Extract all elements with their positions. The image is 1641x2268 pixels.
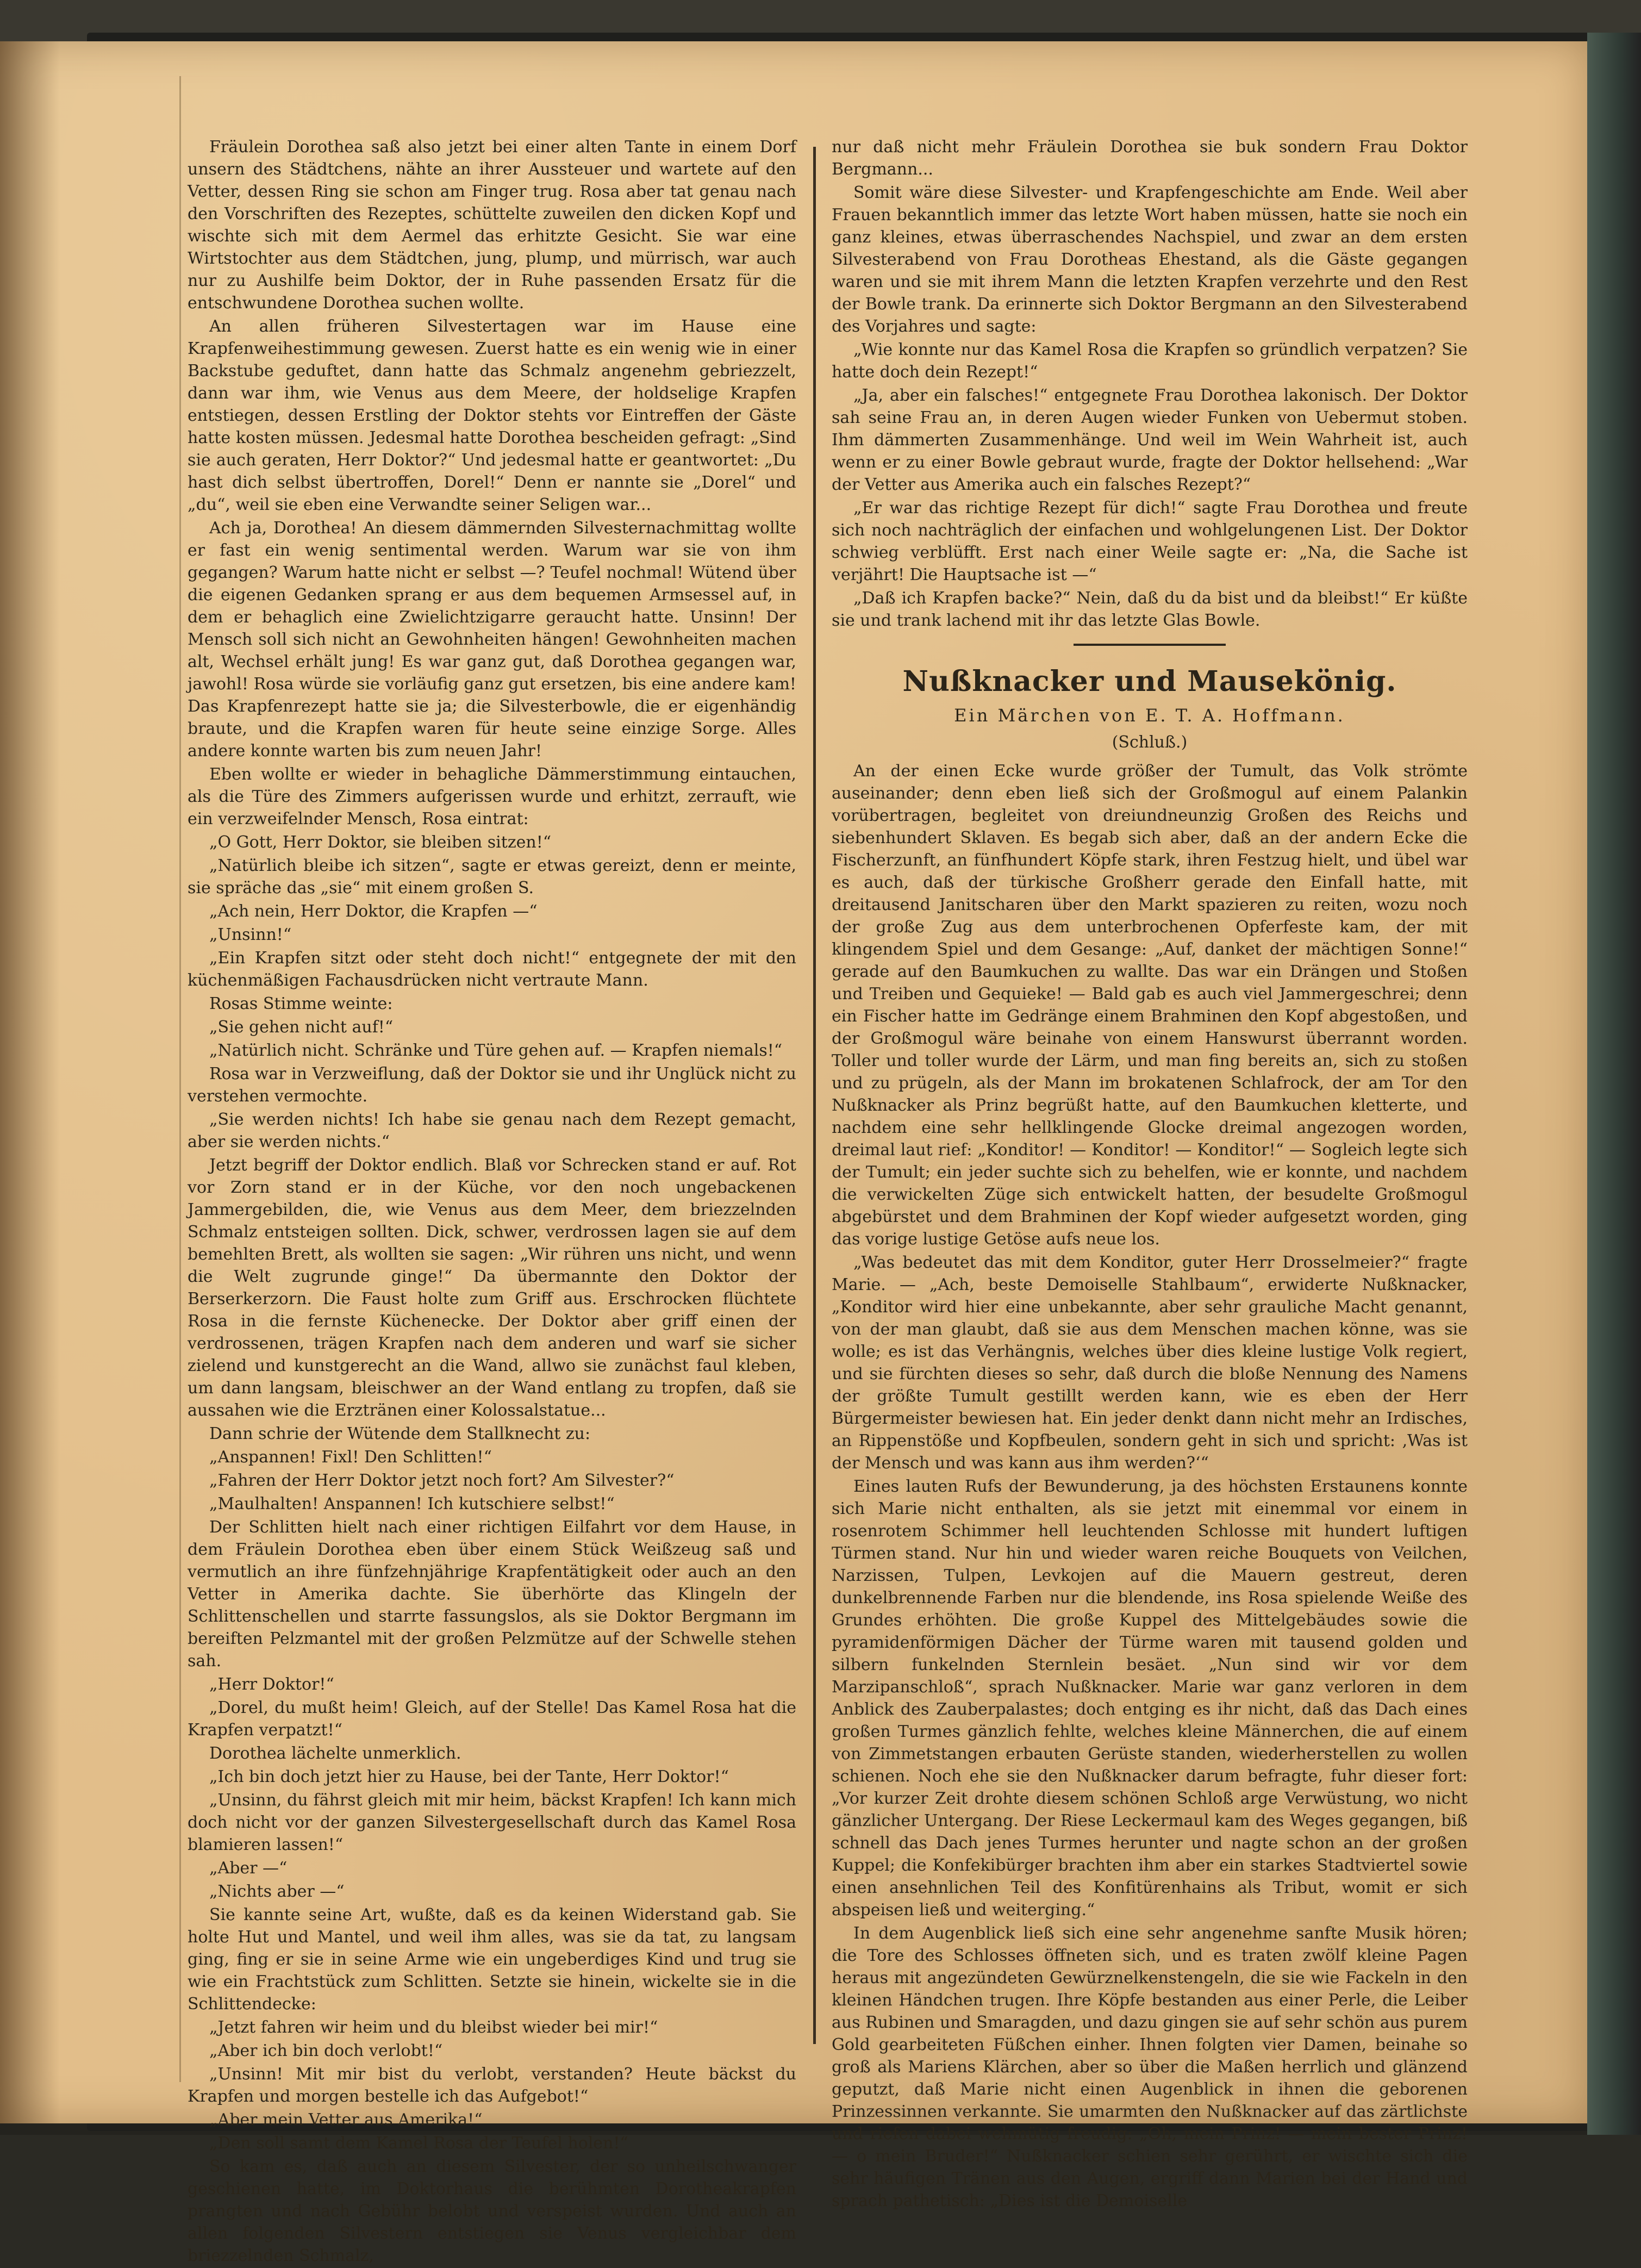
story-byline: Ein Märchen von E. T. A. Hoffmann. [954, 705, 1345, 726]
section-rule [1074, 644, 1226, 646]
story-title: Nußknacker und Mausekönig. [902, 665, 1397, 698]
paragraph: „Aber mein Vetter aus Amerika!“ [209, 2110, 483, 2129]
paragraph: „Natürlich nicht. Schränke und Türe gehen auf. — Krapfen niemals!“ [209, 1041, 783, 1060]
paragraph: Eines lauten Rufs der Bewunderung, ja des höchsten Erstaunens konnte sich Marie nicht enthalten, als sie jetzt mit einemmal vor einem in rosenrotem Schimmer hell leuchtenden Schlosse mit hundert luftigen Türmen stand. Nur hin und wieder waren reiche Bouquets von Veilchen, Narzissen, Tulpen, Levkojen auf die Mauern gestreut, deren dunkelbrennende Farben nur die blendende, ins Rosa spielende Weiße des Grundes erhöhten. Die große Kuppel des Mittelgebäudes sowie die pyramidenförmigen Dächer der Türme waren mit tausend golden und silbern funkelnden Sternlein besäet. „Nun sind wir vor dem Marzipanschloß“, sprach Nußknacker. Marie war ganz verloren in dem Anblick des Zauberpalastes; doch entging es ihr nicht, daß das Dach eines großen Turmes gänzlich fehlte, welches kleine Männerchen, die auf einem von Zimmetstangen erbauten Gerüste standen, wiederherstellen zu wollen schienen. Noch ehe sie den Nußknacker darum befragte, fuhr dieser fort: „Vor kurzer Zeit drohte diesem schönen Schloß arge Verwüstung, wo nicht gänzlicher Untergang. Der Riese Leckermaul kam des Weges gegangen, biß schnell das Dach jenes Turmes herunter und nagte schon an der großen Kuppel; die Konfekibürger brachten ihm aber ein starkes Stadtviertel sowie einen ansehnlichen Teil des Konfitürenhains als Tribut, womit er sich abspeisen ließ und weiterging.“ [832, 1477, 1468, 1920]
paragraph: „Sie gehen nicht auf!“ [209, 1018, 394, 1037]
paragraph: „Was bedeutet das mit dem Konditor, guter Herr Drosselmeier?“ fragte Marie. — „Ach, beste Demoiselle Stahlbaum“, erwiderte Nußknacker, „Konditor wird hier eine unbekannte, aber sehr grauliche Macht genannt, von der man glaubt, daß sie aus dem Menschen machen könne, was sie wolle; es ist das Verhängnis, welches über dies kleine lustige Volk regiert, und sie fürchten dieses so sehr, daß durch die bloße Nennung des Namens der größte Tumult gestillt werden kann, wie es eben der Herr Bürgermeister bewiesen hat. Ein jeder denkt dann nicht mehr an Irdisches, an Rippenstöße und Kopfbeulen, sondern geht in sich und spricht: ‚Was ist der Mensch und was kann aus ihm werden?‘“ [832, 1253, 1468, 1473]
story-ending-text [832, 136, 1468, 632]
paragraph: An allen früheren Silvestertagen war im Hause eine Krapfenweihestimmung gewesen. Zuerst hatte es ein wenig wie in einer Backstube geduftet, dann hatte das Schmalz angenehm gebriezzelt, dann war ihm, wie Venus aus dem Meere, der holdselige Krapfen entstiegen, dessen Erstling der Doktor stehts vor Eintreffen der Gäste hatte kosten müssen. Jedesmal hatte Dorothea bescheiden gefragt: „Sind sie auch geraten, Herr Doktor?“ Und jedesmal hatte er geantwortet: „Du hast dich selbst übertroffen, Dorel!“ Denn er nannte sie „Dorel“ und „du“, weil sie eben eine Verwandte seiner Seligen war... [188, 317, 796, 514]
paragraph: So kam es, daß auch an diesem Silvester, der so unheilschwanger geschienen hatte, im Doktorhaus die berühmten Dorotheakrapfen prangten und nach Gebühr belobt und verspeist wurden. Und auch an allen folgenden Silvestern entstiegen sie Venus vergleichbar dem briezzelnden Schmalz, [188, 2157, 796, 2265]
left-column [188, 136, 796, 2268]
paragraph: „Herr Doktor!“ [209, 1675, 334, 1694]
paragraph: „Den soll samt dem Kamel Rosa der Teufel holen!“ [209, 2134, 628, 2153]
page-gutter-shadow [0, 41, 60, 2123]
paragraph: Fräulein Dorothea saß also jetzt bei einer alten Tante in einem Dorf unsern des Städtchens, nähte an ihrer Aussteuer und wartete auf den Vetter, dessen Ring sie schon am Finger trug. Rosa aber tat genau nach den Vorschriften des Rezeptes, schüttelte zuweilen den dicken Kopf und wischte sich mit dem Aermel das erhitzte Gesicht. Sie war eine Wirtstochter aus dem Städtchen, jung, plump, und mürrisch, war auch nur zu Aushilfe beim Doktor, der in Ruhe passenden Ersatz für die entschwundene Dorothea suchen wollte. [188, 138, 796, 313]
left-column-text [188, 136, 796, 2267]
book-cover-right [1587, 33, 1641, 2135]
paragraph: Eben wollte er wieder in behagliche Dämmerstimmung eintauchen, als die Türe des Zimmers aufgerissen wurde und erhitzt, zerrauft, wie ein verzweifelnder Mensch, Rosa eintrat: [188, 765, 796, 828]
paragraph: „Jetzt fahren wir heim und du bleibst wieder bei mir!“ [209, 2018, 658, 2037]
story-part-label: (Schluß.) [1112, 733, 1188, 752]
paragraph: Rosa war in Verzweiflung, daß der Doktor sie und ihr Unglück nicht zu verstehen vermochte. [188, 1064, 796, 1106]
paragraph: Rosas Stimme weinte: [209, 994, 393, 1013]
paragraph: „Sie werden nichts! Ich habe sie genau nach dem Rezept gemacht, aber sie werden nichts.“ [188, 1110, 796, 1151]
paragraph: Somit wäre diese Silvester- und Krapfengeschichte am Ende. Weil aber Frauen bekanntlich immer das letzte Wort haben müssen, hatte sie noch ein ganz kleines, etwas überraschendes Nachspiel, und zwar an dem ersten Silvesterabend von Frau Dorotheas Ehestand, als die Gäste gegangen waren und sie mit ihrem Mann die letzten Krapfen verzehrte und den Rest der Bowle trank. Da erinnerte sich Doktor Bergmann an den Silvesterabend des Vorjahres und sagte: [832, 183, 1468, 336]
paragraph: „Unsinn, du fährst gleich mit mir heim, bäckst Krapfen! Ich kann mich doch nicht vor der ganzen Silvestergesellschaft durch das Kamel Rosa blamieren lassen!“ [188, 1791, 796, 1854]
paragraph: In dem Augenblick ließ sich eine sehr angenehme sanfte Musik hören; die Tore des Schlosses öffneten sich, und es traten zwölf kleine Pagen heraus mit angezündeten Gewürznelkenstengeln, die sie wie Fackeln in den kleinen Händchen trugen. Ihre Köpfe bestanden aus einer Perle, die Leiber aus Rubinen und Smaragden, und dazu gingen sie auf sehr schön aus purem Gold gearbeiteten Füßchen einher. Ihnen folgten vier Damen, beinahe so groß als Mariens Klärchen, aber so über die Maßen herrlich und glänzend geputzt, daß Marie nicht einen Augenblick in ihnen die geborenen Prinzessinnen verkannte. Sie umarmten den Nußknacker auf das zärtlichste und riefen dabei wehmütig freudig: „Oh, mein Prinz! — mein bester Prinz! — o mein Bruder!“ Nußknacker schien sehr gerührt, er wischte sich die sehr häufigen Tränen aus den Augen, ergriff dann Marien bei der Hand und sprach pathetisch: „Dies ist die Demoiselle [832, 1924, 1468, 2210]
paragraph: „Ein Krapfen sitzt oder steht doch nicht!“ entgegnete der mit den küchenmäßigen Fachausdrücken nicht vertraute Mann. [188, 949, 796, 990]
paragraph: „Fahren der Herr Doktor jetzt noch fort? Am Silvester?“ [209, 1471, 675, 1490]
paragraph: „Unsinn! Mit mir bist du verlobt, verstanden? Heute bäckst du Krapfen und morgen bestelle ich das Aufgebot!“ [188, 2065, 796, 2106]
paragraph: nur daß nicht mehr Fräulein Dorothea sie buk sondern Frau Doktor Bergmann... [832, 138, 1468, 179]
paragraph: „Wie konnte nur das Kamel Rosa die Krapfen so gründlich verpatzen? Sie hatte doch dein Rezept!“ [832, 340, 1468, 382]
paragraph: „Ach nein, Herr Doktor, die Krapfen —“ [209, 902, 538, 921]
paragraph: Sie kannte seine Art, wußte, daß es da keinen Widerstand gab. Sie holte Hut und Mantel, und weil ihm alles, was sie da tat, zu langsam ging, fing er sie in seine Arme wie ein ungeberdiges Kind und trug sie wie ein Frachtstück zum Schlitten. Setzte sie hinein, wickelte sie in die Schlittendecke: [188, 1905, 796, 2014]
paragraph: „Dorel, du mußt heim! Gleich, auf der Stelle! Das Kamel Rosa hat die Krapfen verpatzt!“ [188, 1698, 796, 1740]
story-text [832, 760, 1468, 2212]
paragraph: „Anspannen! Fixl! Den Schlitten!“ [209, 1448, 492, 1467]
paragraph: Dorothea lächelte unmerklich. [209, 1744, 461, 1763]
paragraph: „Unsinn!“ [209, 925, 292, 944]
paragraph: Dann schrie der Wütende dem Stallknecht zu: [209, 1424, 591, 1443]
paragraph: Ach ja, Dorothea! An diesem dämmernden Silvesternachmittag wollte er fast ein wenig sentimental werden. Warum war sie von ihm gegangen? Warum hatte nicht er selbst —? Teufel nochmal! Wütend über die eigenen Gedanken sprang er aus dem bequemen Armsessel auf, in dem er behaglich eine Zwielichtzigarre geraucht hatte. Unsinn! Der Mensch soll sich nicht an Gewohnheiten hängen! Gewohnheiten machen alt, Wechsel erhält jung! Es war ganz gut, daß Dorothea gegangen war, jawohl! Rosa würde sie vorläufig ganz gut ersetzen, bis eine andere kam! Das Krapfenrezept hatte sie ja; die Silvesterbowle, die er eigenhändig braute, und die Krapfen waren für heute seine einzige Sorge. Alles andere konnte warten bis zum neuen Jahr! [188, 519, 796, 761]
paragraph: Jetzt begriff der Doktor endlich. Blaß vor Schrecken stand er auf. Rot vor Zorn stand er in der Küche, vor den noch ungebackenen Jammergebilden, die, wie Venus aus dem Meer, dem briezzelnden Schmalz entsteigen sollten. Dick, schwer, verdrossen lagen sie auf dem bemehlten Brett, als wollten sie sagen: „Wir rühren uns nicht, und wenn die Welt zugrunde ginge!“ Da übermannte den Doktor der Berserkerzorn. Die Faust holte zum Griff aus. Erschrocken flüchtete Rosa in die fernste Küchenecke. Der Doktor aber griff einen der verdrossenen, trägen Krapfen nach dem anderen und warf sie sicher zielend und kunstgerecht an die Wand, allwo sie zunächst faul kleben, um dann langsam, bleischwer an der Wand entlang zu tropfen, daß sie aussahen wie die Erztränen einer Kolossalstatue... [188, 1156, 796, 1420]
column-divider [813, 147, 816, 2044]
paragraph: „Natürlich bleibe ich sitzen“, sagte er etwas gereizt, denn er meinte, sie spräche das „sie“ mit einem großen S. [188, 856, 796, 898]
paragraph: „Aber —“ [209, 1859, 288, 1878]
paragraph: „O Gott, Herr Doktor, sie bleiben sitzen!“ [209, 833, 552, 852]
paragraph: „Nichts aber —“ [209, 1882, 345, 1901]
paragraph: „Aber ich bin doch verlobt!“ [209, 2041, 443, 2060]
right-column [832, 136, 1468, 2213]
paragraph: An der einen Ecke wurde größer der Tumult, das Volk strömte auseinander; denn eben ließ sich der Großmogul auf einem Palankin vorübertragen, begleitet von dreiundneunzig Großen des Reichs und siebenhundert Sklaven. Es begab sich aber, daß an der andern Ecke die Fischerzunft, an fünfhundert Köpfe stark, ihren Festzug hielt, und übel war es auch, daß der türkische Großherr gerade den Einfall hatte, mit dreitausend Janitscharen über den Markt spazieren zu reiten, wozu noch der große Zug aus dem unterbrochenen Opferfeste kam, der mit klingendem Spiel und dem Gesange: „Auf, danket der mächtigen Sonne!“ gerade auf den Baumkuchen zu wallte. Das war ein Drängen und Stoßen und Treiben und Gequieke! — Bald gab es auch viel Jammergeschrei; denn ein Fischer hatte im Gedränge einem Brahminen den Kopf abgestoßen, und der Großmogul wäre beinahe von einem Hanswurst überrannt worden. Toller und toller wurde der Lärm, und man fing bereits an, sich zu stoßen und zu prügeln, als der Mann im brokatenen Schlafrock, der am Tor den Nußknacker als Prinz begrüßt hatte, auf den Baumkuchen kletterte, und nachdem eine sehr hellklingende Glocke dreimal angezogen worden, dreimal laut rief: „Konditor! — Konditor! — Konditor!“ — Sogleich legte sich der Tumult; ein jeder suchte sich zu behelfen, wie er konnte, und nachdem die verwickelten Züge sich entwickelt hatten, der besudelte Großmogul abgebürstet und dem Brahminen der Kopf wieder aufgesetzt worden, ging das vorige lustige Getöse aufs neue los. [832, 762, 1468, 1249]
paragraph: „Daß ich Krapfen backe?“ Nein, daß du da bist und da bleibst!“ Er küßte sie und trank lachend mit ihr das letzte Glas Bowle. [832, 589, 1468, 630]
paragraph: „Maulhalten! Anspannen! Ich kutschiere selbst!“ [209, 1494, 615, 1513]
paragraph: „Ich bin doch jetzt hier zu Hause, bei der Tante, Herr Doktor!“ [209, 1767, 729, 1786]
paragraph: Der Schlitten hielt nach einer richtigen Eilfahrt vor dem Hause, in dem Fräulein Dorothea eben über einem Stück Weißzeug saß und vermutlich an ihre fünfzehnjährige Krapfentätigkeit oder auch an den Vetter in Amerika dachte. Sie überhörte das Klingeln der Schlittenschellen und starrte fassungslos, als sie Doktor Bergmann im bereiften Pelzmantel mit der großen Pelzmütze auf der Schwelle stehen sah. [188, 1518, 796, 1671]
paragraph: „Er war das richtige Rezept für dich!“ sagte Frau Dorothea und freute sich noch nachträglich der einfachen und wohlgelungenen List. Der Doktor schwieg verblüfft. Erst nach einer Weile sagte er: „Na, die Sache ist verjährt! Die Hauptsache ist —“ [832, 499, 1468, 584]
paragraph: „Ja, aber ein falsches!“ entgegnete Frau Dorothea lakonisch. Der Doktor sah seine Frau an, in deren Augen wieder Funken von Uebermut stoben. Ihm dämmerten Zusammenhänge. Und weil im Wein Wahrheit ist, auch wenn er zu einer Bowle gebraut wurde, fragte der Doktor hellsehend: „War der Vetter aus Amerika auch ein falsches Rezept?“ [832, 386, 1468, 494]
